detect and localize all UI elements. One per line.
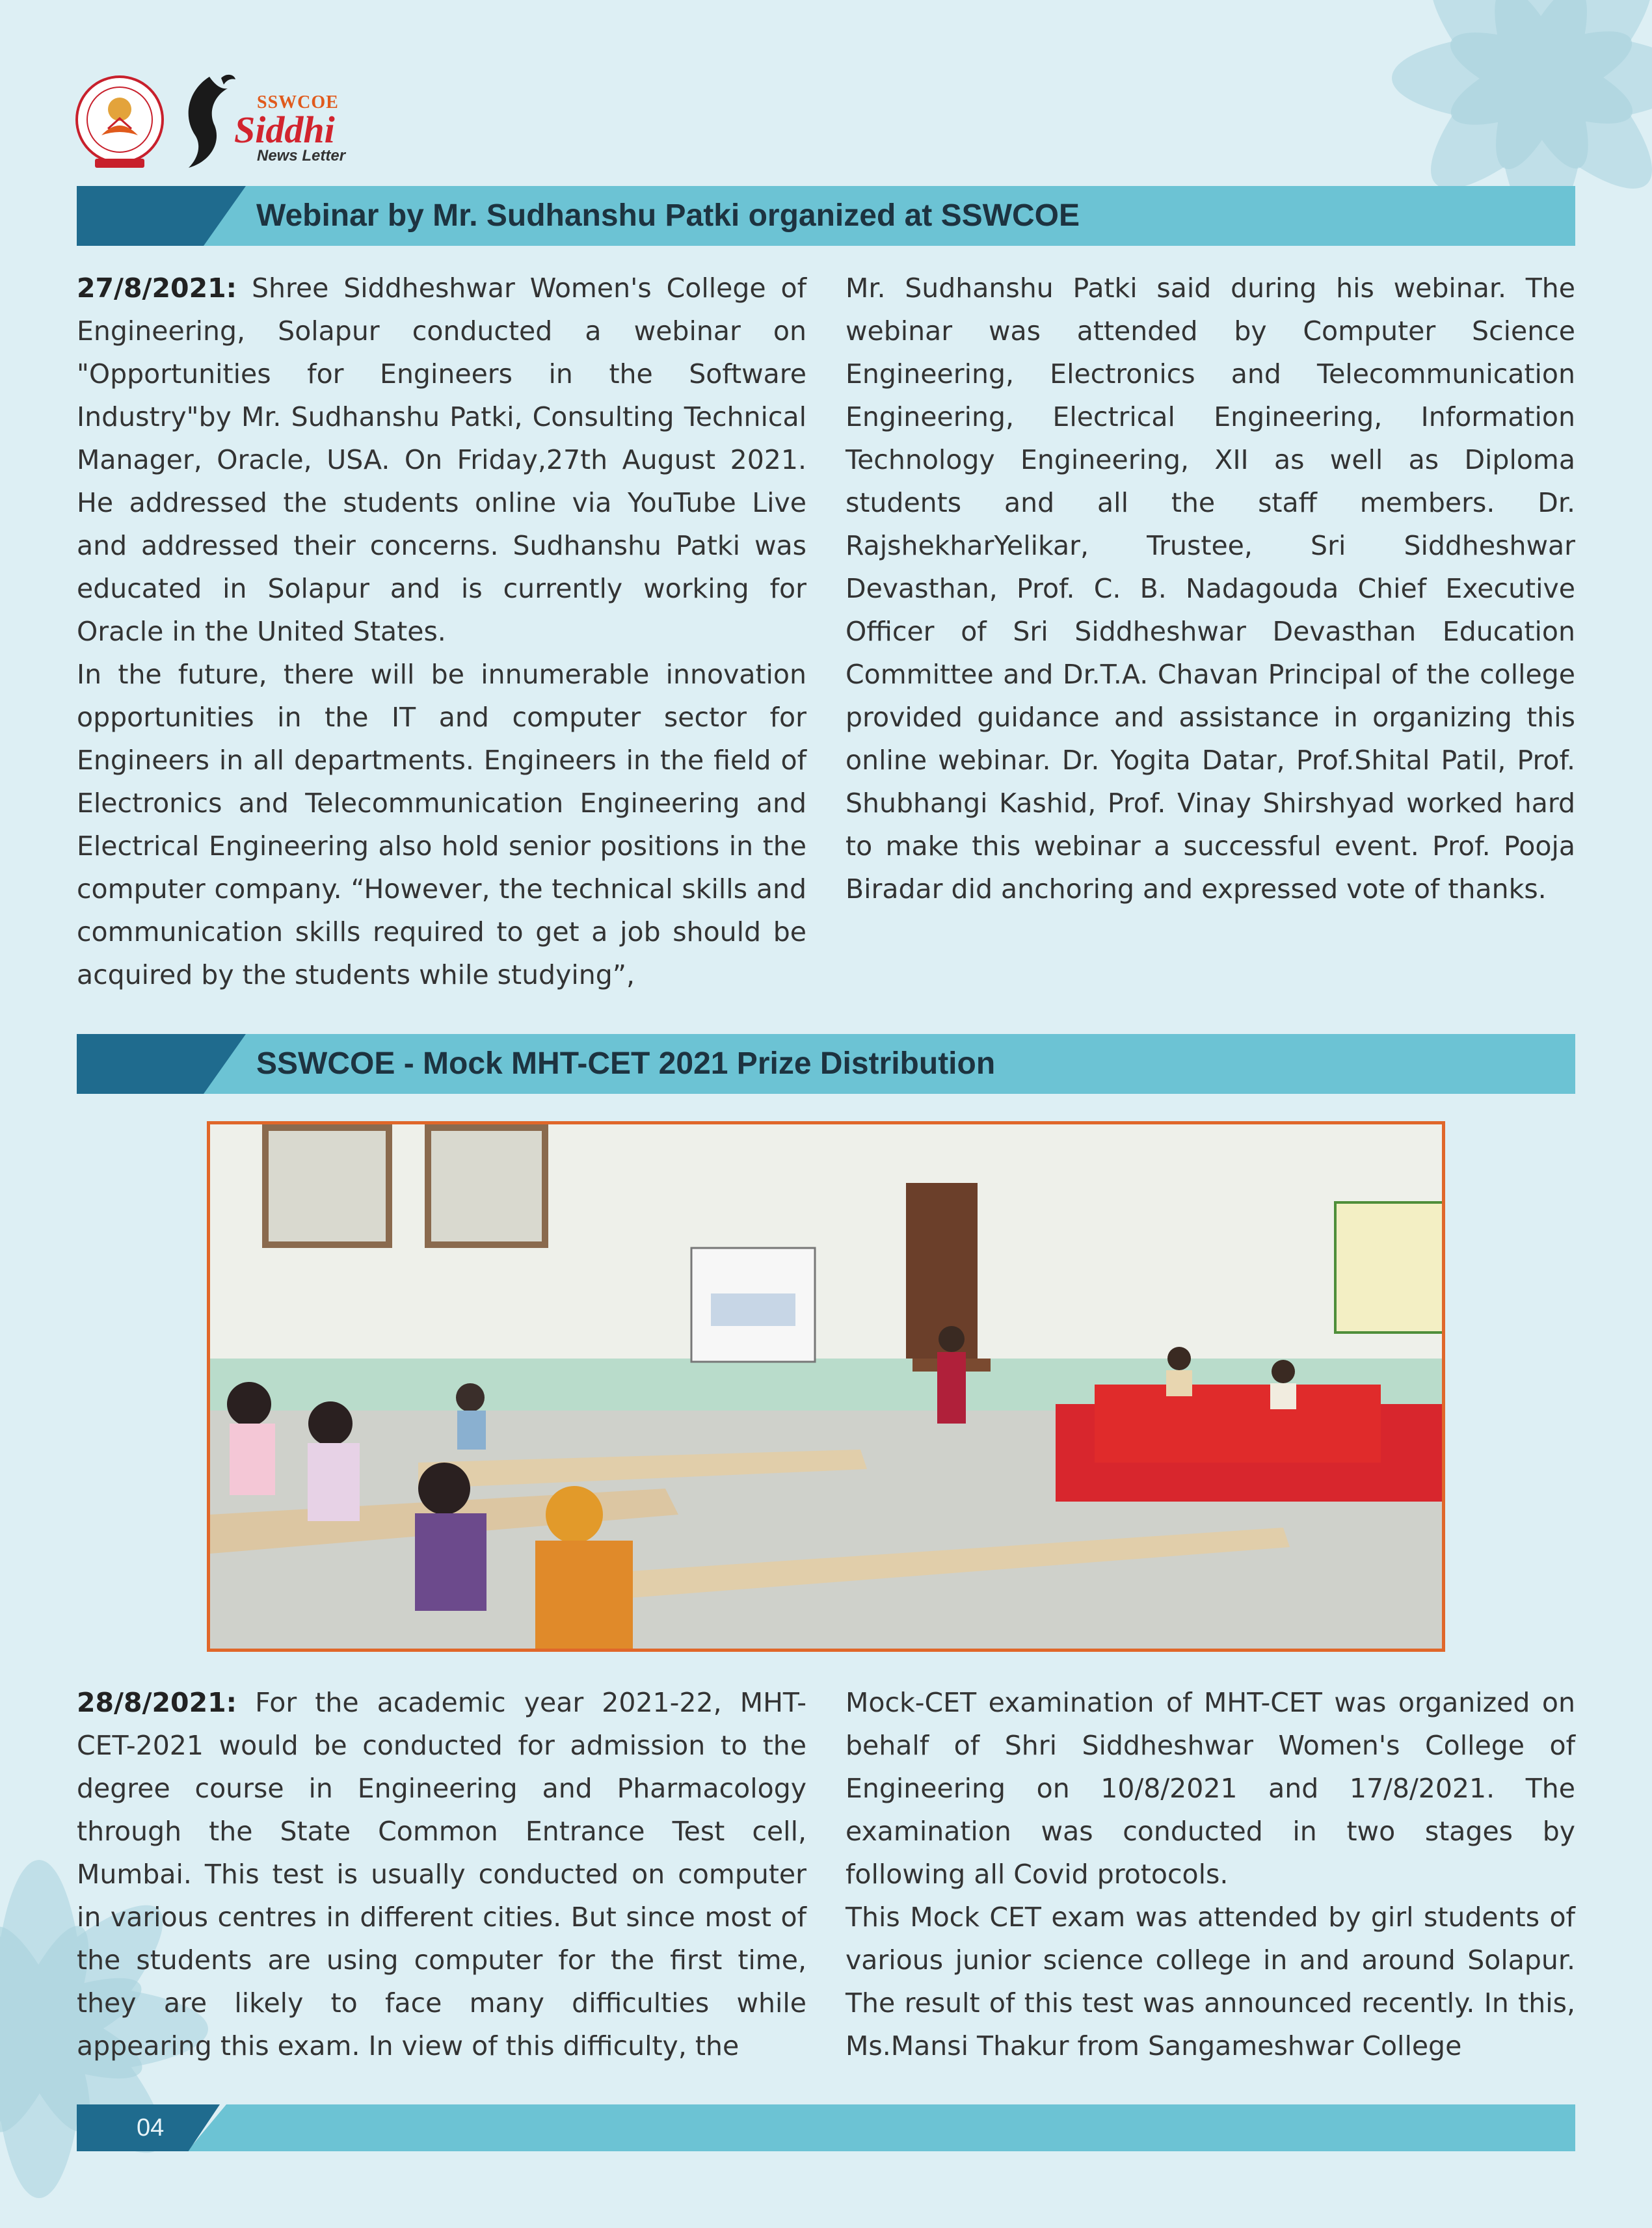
event-photo (207, 1121, 1445, 1652)
mock-cet-paragraph-2: Mock-CET examination of MHT-CET was organized on behalf of Shri Siddheshwar Women's College of Engineering on 10/8/2021 and 17/8/2021. The examination was conducted in two stages by following all Covid protocols. (846, 1687, 1575, 1890)
mock-cet-left-column (77, 1681, 806, 2067)
section-banner-mock-cet (77, 1034, 1575, 1094)
section-title-mock-cet: SSWCOE - Mock MHT-CET 2021 Prize Distribution (256, 1046, 996, 1081)
mock-cet-right-column (846, 1681, 1575, 2067)
brand-top-label: SSWCOE (257, 92, 339, 113)
section-title-webinar: Webinar by Mr. Sudhanshu Patki organized at SSWCOE (256, 198, 1080, 233)
webinar-paragraph-3: Mr. Sudhanshu Patki said during his webinar. The webinar was attended by Computer Science Engineering, Electronics and Telecommunication Engineering, Electrical Engineering, Information Technology Engineering, XII as well as Diploma students and all the staff members. Dr. RajshekharYelikar, Trustee, Sri Siddheshwar Devasthan, Prof. C. B. Nadagouda Chief Executive Officer of Sri Siddheshwar Devasthan Education Committee and Dr.T.A. Chavan Principal of the college provided guidance and assistance in organizing this online webinar. Dr. Yogita Datar, Prof.Shital Patil, Prof. Shubhangi Kashid, Prof. Vinay Shirshyad worked hard to make this webinar a successful event. Prof. Pooja Biradar did anchoring and expressed vote of thanks. (846, 272, 1575, 905)
webinar-paragraph-2: In the future, there will be innumerable innovation opportunities in the IT and computer sector for Engineers in all departments. Engineers in the field of Electronics and Telecommunication Engineering and Electrical Engineering also hold senior positions in the computer company. “However, the technical skills and communication skills required to get a job should be acquired by the students while studying”, (77, 659, 806, 990)
footer-bar (77, 2104, 1575, 2151)
webinar-date: 27/8/2021: (77, 272, 237, 304)
college-seal-logo (73, 73, 167, 172)
brand-siddhi-title: Siddhi (234, 109, 335, 151)
webinar-paragraph-1: 27/8/2021: Shree Siddheshwar Women's College of Engineering, Solapur conducted a webinar on "Opportunities for Engineers in the Software Industry"by Mr. Sudhanshu Patki, Consulting Technical Manager, Oracle, USA. On Friday,27th August 2021. He addressed the students online via YouTube Live and addressed their concerns. Sudhanshu Patki was educated in Solapur and is currently working for Oracle in the United States. (77, 272, 806, 647)
brand-subtitle: News Letter (257, 147, 346, 165)
mock-cet-date: 28/8/2021: (77, 1687, 237, 1718)
webinar-right-column (846, 267, 1575, 910)
section-banner-webinar (77, 186, 1575, 246)
webinar-left-column (77, 267, 806, 996)
mock-cet-paragraph-1: 28/8/2021: For the academic year 2021-22, MHT-CET-2021 would be conducted for admission to the degree course in Engineering and Pharmacology through the State Common Entrance Test cell, Mumbai. This test is usually conducted on computer in various centres in different cities. But since most of the students are using computer for the first time, they are likely to face many difficulties while appearing this exam. In view of this difficulty, the (77, 1687, 806, 2062)
page-number: 04 (137, 2114, 165, 2142)
mock-cet-paragraph-3: This Mock CET exam was attended by girl students of various junior science college in and around Solapur. The result of this test was announced recently. In this, Ms.Mansi Thakur from Sangameshwar College (846, 1902, 1575, 2062)
